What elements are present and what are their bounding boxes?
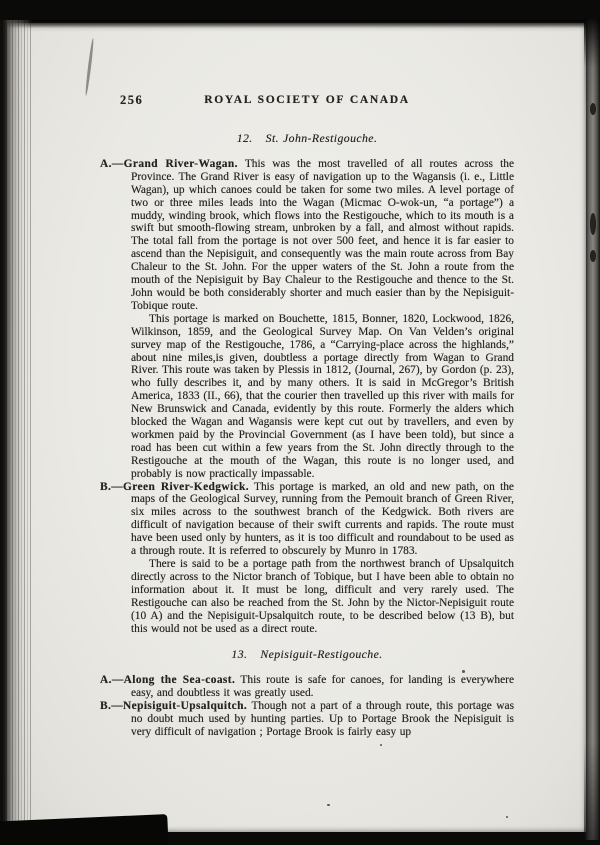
entry-along-the-sea-coast <box>100 674 514 700</box>
entry-green-river-kedgwick <box>100 481 514 636</box>
entry-heading: B.—Nepisiguit-Upsalquitch. <box>100 700 248 713</box>
entry-text: This portage is marked, an old and new path, on the maps of the Geological Survey, running from the Pemouit branch of Green River, six miles across to the southwest branch of the Kedgwick. Both rivers are difficult of navigation because of their swift currents and rapids. The route must have been used only by hunters, as it is too difficult and roundabout to be used as a through route. It is referred to obscurely by Munro in 1783. <box>131 480 514 558</box>
section-number: 13. <box>231 647 248 662</box>
entry-text: This route is safe for canoes, for landing is everywhere easy, and doubtless it was greatly used. <box>131 674 515 700</box>
entry-grand-river-wagan <box>100 158 514 481</box>
fore-edge-blemish <box>590 250 596 262</box>
ink-speck <box>380 744 382 746</box>
scan-gutter-edge <box>0 20 32 835</box>
journal-title: ROYAL SOCIETY OF CANADA <box>204 93 410 106</box>
entry-heading: B.—Green River-Kedgwick. <box>100 480 249 493</box>
book-fore-edge <box>584 18 600 840</box>
entry-heading: A.—Along the Sea-coast. <box>100 674 236 687</box>
section-heading-nepisiguit-restigouche <box>100 648 514 661</box>
running-header <box>100 94 514 109</box>
fore-edge-blemish <box>590 213 596 235</box>
section-heading-st-john-restigouche <box>100 132 514 145</box>
entry-paragraph: There is said to be a portage path from the northwest branch of Upsalquitch directly across to the Nictor branch of Tobique, but I have been able to obtain no information about it. It must be long, difficult and very rarely used. The Restigouche can also be reached from the St. John by the Nictor-Nepisiguit route (10 A) and the Nepisiguit-Upsalquitch route, to be described below (13 B), but this would not be used as a direct route. <box>131 558 514 635</box>
fore-edge-blemish <box>590 103 596 115</box>
page-text-block <box>100 94 514 739</box>
entry-text: This was the most travelled of all routes across the Province. The Grand River is easy of navigation up to the Wagansis (i. e., Little Wagan), up which canoes could be taken for some two miles. A level portage of two or three miles leads into the Wagan (Micmac O-wok-un, “a portage”) a muddy, winding brook, which flows into the Restigouche, which to its mouth is a swift but smooth-flowing stream, unbroken by a fall, and almost without rapids. The total fall from the portage is not over 500 feet, and hence it is far easier to ascend than the Nepisiguit, and consequently was the main route across from Bay Chaleur to the St. John. For the upper waters of the St. John a route from the mouth of the Nepisiguit by Bay Chaleur to the Restigouche and thence to the St. John would be both considerably shorter and much easier than by the Nepisiguit-Tobique route. <box>131 157 515 312</box>
section-title: Nepisiguit-Restigouche. <box>260 647 383 662</box>
entry-nepisiguit-upsalquitch <box>100 700 514 739</box>
page-number: 256 <box>120 93 144 107</box>
scan-top-edge-shadow <box>7 20 586 28</box>
entry-heading: A.—Grand River-Wagan. <box>100 157 238 170</box>
entry-text: Though not a part of a through route, this portage was no doubt much used by hunting parties. Up to Portage Brook the Nepisiguit is very difficult of navigation ; Portage Brook is fairly easy up <box>131 700 515 738</box>
section-number: 12. <box>236 131 253 145</box>
section-title: St. John-Restigouche. <box>265 131 378 145</box>
ink-speck <box>327 804 330 806</box>
ink-speck <box>506 816 508 818</box>
entry-paragraph: This portage is marked on Bouchette, 1815, Bonner, 1820, Lockwood, 1826, Wilkinson, 1859, and the Geological Survey Map. On Van Velden’s original survey map of the Restigouche, 1786, a “Carrying-place across the highlands,” about nine miles,is given, doubtless a portage directly from Wagan to Grand River. This route was taken by Plessis in 1812, (Journal, 267), by Gordon (p. 23), who fully describes it, and by many others. It is said in McGregor’s British America, 1833 (II., 66), that the courier then travelled up this river with mails for New Brunswick and Canada, evidently by this route. Formerly the alders which blocked the Wagan and Wagansis were kept cut out by travellers, and even by workmen paid by the Provincial Government (as I have been told), but since a road has been cut within a few years from the St. John directly through to the Restigouche at the mouth of the Wagan, this route is no longer used, and probably is now practically impassable. <box>131 312 514 480</box>
